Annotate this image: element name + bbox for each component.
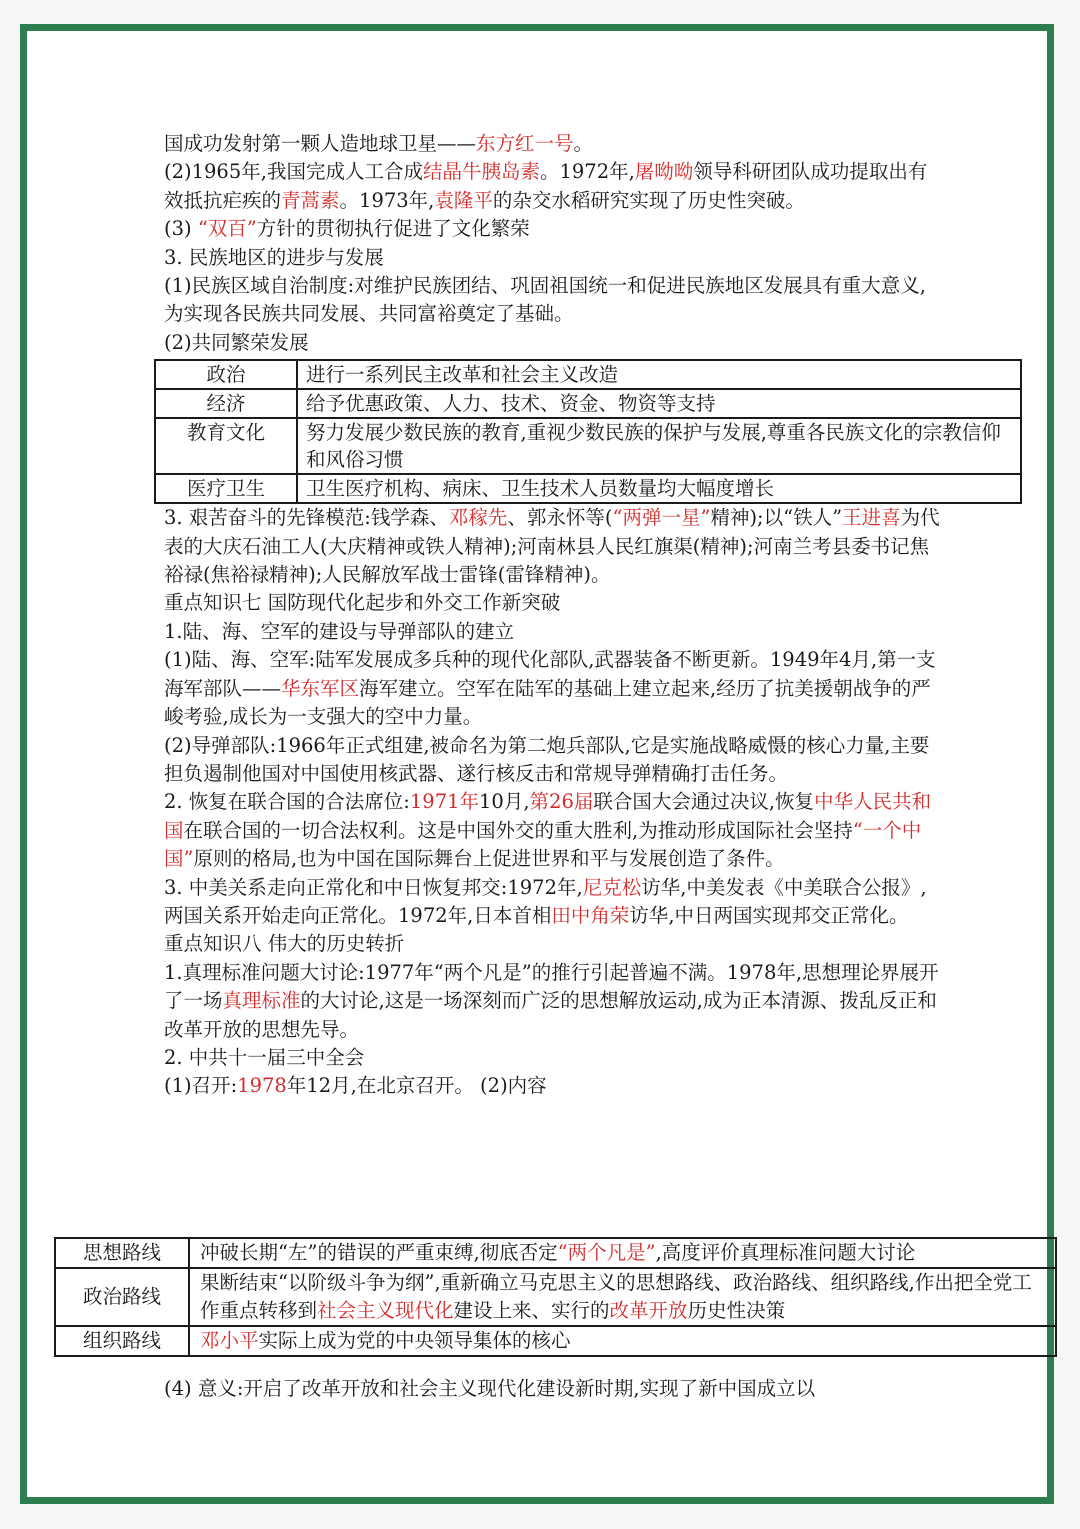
heading-third-plenum: 2. 中共十一届三中全会	[164, 1045, 365, 1069]
para-prosperity: (2)共同繁荣发展	[164, 330, 309, 354]
plenum-content-table	[54, 1237, 1057, 1357]
table-row: 政治 进行一系列民主改革和社会主义改造	[155, 360, 1021, 389]
para-plenum-convening: (1)召开:1978年12月,在北京召开。 (2)内容	[164, 1074, 547, 1098]
table-row: 组织路线 邓小平实际上成为党的中央领导集体的核心	[55, 1326, 1056, 1356]
para-significance: (4) 意义:开启了改革开放和社会主义现代化建设新时期,实现了新中国成立以	[164, 1377, 816, 1400]
para-autonomy: (1)民族区域自治制度:对维护民族团结、巩固祖国统一和促进民族地区发展具有重大意义,为实现各民族共同发展、共同富裕奠定了基础。	[164, 274, 926, 326]
heading-ethnic-regions: 3. 民族地区的进步与发展	[164, 245, 384, 269]
para-truth-criterion: 1.真理标准问题大讨论:1977年“两个凡是”的推行引起普遍不满。1978年,思想理论界展开了一场真理标准的大讨论,这是一场深刻而广泛的思想解放运动,成为正本清源、拨乱反正和改革开放的思想先导。	[164, 960, 939, 1041]
para-missile-force: (2)导弹部队:1966年正式组建,被命名为第二炮兵部队,它是实施战略威慑的核心力量,主要担负遏制他国对中国使用核武器、遂行核反击和常规导弹精确打击任务。	[164, 733, 930, 785]
heading-armed-forces: 1.陆、海、空军的建设与导弹部队的建立	[164, 619, 515, 643]
heading-key-point-7: 重点知识七 国防现代化起步和外交工作新突破	[164, 591, 561, 615]
table-row: 经济 给予优惠政策、人力、技术、资金、物资等支持	[155, 389, 1021, 418]
table-row: 医疗卫生 卫生医疗机构、病床、卫生技术人员数量均大幅度增长	[155, 474, 1021, 503]
para-science: (2)1965年,我国完成人工合成结晶牛胰岛素。1972年,屠呦呦领导科研团队成功提取出有效抵抗疟疾的青蒿素。1973年,袁隆平的杂交水稻研究实现了历史性突破。	[164, 160, 928, 212]
table-row: 政治路线 果断结束“以阶级斗争为纲”,重新确立马克思主义的思想路线、政治路线、组织路线,作出把全党工作重点转移到社会主义现代化建设上来、实行的改革开放历史性决策	[55, 1268, 1056, 1326]
para-us-japan: 3. 中美关系走向正常化和中日恢复邦交:1972年,尼克松访华,中美发表《中美联合公报》,两国关系开始走向正常化。1972年,日本首相田中角荣访华,中日两国实现邦交正常化。	[164, 875, 927, 927]
para-pioneers: 3. 艰苦奋斗的先锋模范:钱学森、邓稼先、郭永怀等(“两弹一星”精神);以“铁人”王进喜为代表的大庆石油工人(大庆精神或铁人精神);河南林县人民红旗渠(精神);河南兰考县委书记焦裕禄(焦裕禄精神);人民解放军战士雷锋(雷锋精神)。	[164, 506, 940, 587]
para-un-seat: 2. 恢复在联合国的合法席位:1971年10月,第26届联合国大会通过决议,恢复中华人民共和国在联合国的一切合法权利。这是中国外交的重大胜利,为推动形成国际社会坚持“一个中国”原则的格局,也为中国在国际舞台上促进世界和平与发展创造了条件。	[164, 790, 932, 871]
table-row: 思想路线 冲破长期“左”的错误的严重束缚,彻底否定“两个凡是”,高度评价真理标准问题大讨论	[55, 1238, 1056, 1268]
para-shuangbai: (3) “双百”方针的贯彻执行促进了文化繁荣	[164, 217, 530, 241]
ethnic-development-table	[154, 359, 1022, 504]
table-row: 教育文化 努力发展少数民族的教育,重视少数民族的保护与发展,尊重各民族文化的宗教信仰和风俗习惯	[155, 418, 1021, 474]
para-satellite: 国成功发射第一颗人造地球卫星——东方红一号。	[164, 132, 594, 155]
heading-key-point-8: 重点知识八 伟大的历史转折	[164, 932, 405, 956]
content	[164, 130, 1001, 1101]
para-army-navy-air: (1)陆、海、空军:陆军发展成多兵种的现代化部队,武器装备不断更新。1949年4月,第一支海军部队——华东军区海军建立。空军在陆军的基础上建立起来,经历了抗美援朝战争的严峻考验,成长为一支强大的空中力量。	[164, 648, 936, 729]
